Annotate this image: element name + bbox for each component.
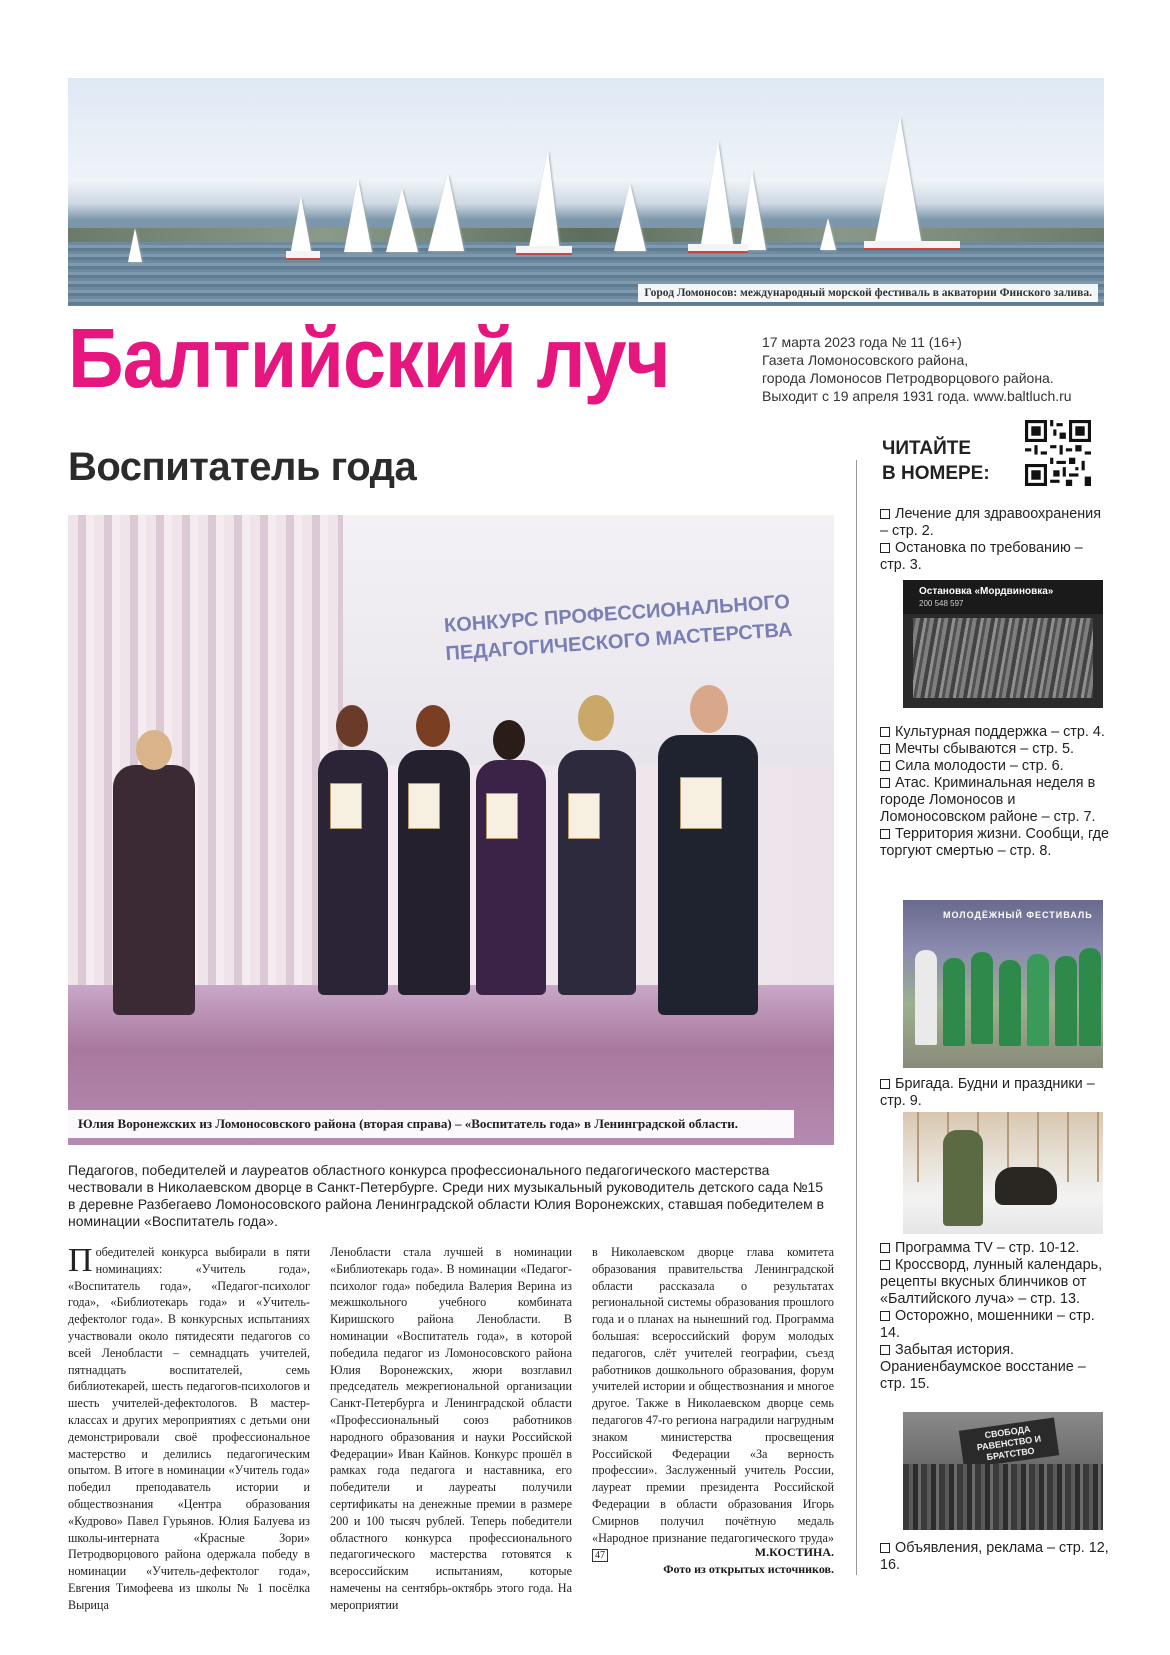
toc-item[interactable]: Бригада. Будни и праздники – стр. 9. [880,1076,1095,1109]
history-banner: СВОБОДА РАВЕНСТВО И БРАТСТВО [959,1418,1059,1469]
paper-description: Газета Ломоносовского района, [762,352,969,368]
sidebar-title [882,436,990,486]
boat-hull [516,246,572,255]
stage-curtain [68,515,343,985]
toc-group-3 [880,1076,1112,1110]
person [1079,948,1101,1046]
checkbox-icon [880,1345,890,1355]
checkbox-icon [880,509,890,519]
paper-description: города Ломоносов Петродворцового района. [762,370,1054,386]
person [1027,954,1049,1046]
dog [995,1167,1057,1205]
article-column-2 [330,1244,572,1614]
issue-info [762,333,1072,405]
checkbox-icon [880,829,890,839]
toc-item[interactable]: Лечение для здравоохранения – стр. 2. [880,506,1101,539]
end-mark: 47 [592,1549,608,1562]
article-headline: Воспитатель года [68,445,417,489]
honoree-head [336,705,368,747]
sailboat [428,173,464,251]
honoree-figure [558,750,636,995]
toc-item[interactable]: Остановка по требованию – стр. 3. [880,540,1083,573]
article-column-1 [68,1244,310,1614]
author: М.КОСТИНА. [754,1545,834,1559]
forest-view [913,618,1093,698]
checkbox-icon [880,744,890,754]
column-text: обедителей конкурса выбирали в пяти номинациях: «Учитель года», «Воспитатель года», «Педагог-психолог года», «Библиотекарь года» и «Учитель-дефектолог года». В конкурсных испытаниях участвовали около пятидесяти педагогов со всей Ленобласти – семнадцать учителей, пятнадцать воспитателей, семь библиотекарей, шесть педагогов-психологов и шесть учителей-дефектологов. В мастер-классах и других мероприятиях с детьми они демонстрировали своё профессиональное мастерство и делились педагогическим опытом. В итоге в номинации «Учитель года» победил преподаватель истории и обществознания «Центра образования «Кудрово» Павел Гурьянов. Юлия Балуева из школы-интерната «Красные Зори» Петродворцового района одержала победу в номинации «Учитель-дефектолог года», Евгения Тимофеева из школы № 1 посёлка Вырица [68,1245,310,1612]
toc-group-5 [880,1540,1112,1574]
sailboat [820,218,836,250]
checkbox-icon [880,543,890,553]
newspaper-title: Балтийский луч [68,311,670,405]
sailboat [740,170,766,250]
sidebar-photo-brigade [903,1112,1103,1234]
banner-photo [68,78,1104,306]
stop-sign-text: Остановка «Мордвиновка» [919,586,1054,597]
toc-item[interactable]: Объявления, реклама – стр. 12, 16. [880,1540,1109,1573]
sidebar-title-line: В НОМЕРЕ: [882,463,990,484]
toc-item[interactable]: Сила молодости – стр. 6. [880,758,1112,775]
honoree-head [416,705,450,747]
signature-block [592,1544,834,1578]
person [943,958,965,1046]
boat-hull [286,251,320,260]
article-column-3 [592,1244,834,1565]
sidebar-photo-history [903,1412,1103,1530]
stop-number: 200 548 597 [919,599,964,608]
toc-item[interactable]: Атас. Криминальная неделя в городе Ломоносов и Ломоносовском районе – стр. 7. [880,775,1096,825]
person [999,960,1021,1046]
presenter-head [136,730,172,770]
main-photo [68,515,834,1145]
sailboat [290,196,312,256]
sailboat [614,183,646,251]
checkbox-icon [880,1243,890,1253]
banner-shoreline [68,228,1104,242]
boat-hull [688,244,748,253]
checkbox-icon [880,727,890,737]
paper-description: Выходит с 19 апреля 1931 года. www.baltluch.ru [762,388,1072,404]
photo-caption: Юлия Воронежских из Ломоносовского района (вторая справа) – «Воспитатель года» в Ленинградской области. [68,1110,794,1138]
checkbox-icon [880,761,890,771]
toc-item[interactable]: Кроссворд, лунный календарь, рецепты вкусных блинчиков от «Балтийского луча» – стр. 13. [880,1257,1103,1307]
youth-banner: МОЛОДЁЖНЫЙ ФЕСТИВАЛЬ [943,910,1093,920]
toc-item[interactable]: Забытая история. Ораниенбаумское восстание – стр. 15. [880,1342,1086,1392]
diploma [568,793,600,839]
sailboat [874,116,922,246]
sidebar-photo-bus-stop [903,580,1103,708]
diploma [486,793,518,839]
toc-group-4 [880,1240,1112,1393]
checkbox-icon [880,1311,890,1321]
checkbox-icon [880,1260,890,1270]
toc-item[interactable]: Программа TV – стр. 10-12. [880,1240,1112,1257]
checkbox-icon [880,778,890,788]
stop-sign-panel [903,580,1103,614]
toc-item[interactable]: Осторожно, мошенники – стр. 14. [880,1308,1095,1341]
diploma [408,783,440,829]
sailboat [386,188,418,252]
person [1055,956,1077,1046]
toc-group-1 [880,506,1112,574]
diploma [330,783,362,829]
sailboat [528,150,560,252]
screen-text: КОНКУРС ПРОФЕССИОНАЛЬНОГО ПЕДАГОГИЧЕСКОГО МАСТЕРСТВА [443,590,794,666]
sidebar-photo-youth [903,900,1103,1068]
column-text: в Николаевском дворце глава комитета образования правительства Ленинградской области рассказала о результатах региональной системы образования прошлого года и о планах на нынешний год. Программа большая: всероссийский форум молодых педагогов, слёт учителей географии, съезд работников дошкольного образования, форум учителей истории и обществознания и многое другое. Также в Николаевском дворце семь педагогов 47-го региона наградили нагрудным знаком министерства просвещения Российской Федерации «За верность профессии». Заслуженный учитель России, лауреат премии президента Российской Федерации в области образования Игорь Смирнов получил почётную медаль «Народное признание педагогического труда» [592,1245,834,1545]
toc-item[interactable]: Культурная поддержка – стр. 4. [880,724,1112,741]
drop-cap: П [68,1242,93,1279]
honoree-head [493,720,525,760]
column-text: Ленобласти стала лучшей в номинации «Библиотекарь года». В номинации «Педагог-психолог года» победила Валерия Верина из межшкольного учебного комбината Киришского района Ленобласти. В номинации «Воспитатель года», в которой победила педагог из Ломоносовского района Юлия Воронежских, жюри возглавил председатель межрегиональной организации Санкт-Петербурга и Ленинградской области «Профессиональный союз работников народного образования и науки Российской Федерации» Иван Кайнов. Конкурс прошёл в рамках года педагога и наставника, его победители и лауреаты получили сертификаты на денежные премии в размере 200 и 100 тысяч рублей. Теперь победители областного конкурса профессионального педагогического мастерства готовятся к всероссийским испытаниям, которые намечены на сентябрь-октябрь этого года. На мероприятии [330,1245,572,1612]
honoree-head [690,685,728,733]
article-lead: Педагогов, победителей и лауреатов областного конкурса профессионального педагогического мастерства чествовали в Николаевском дворце в Санкт-Петербурге. Среди них музыкальный руководитель детского сада №15 в деревне Разбегаево Ломоносовского района Ленинградской области Юлия Воронежских, ставшая победителем в номинации «Воспитатель года». [68,1162,825,1229]
sidebar-title-line: ЧИТАЙТЕ [882,438,972,459]
person [971,952,993,1044]
column-divider [856,460,857,1575]
banner-caption: Город Ломоносов: международный морской фестиваль в акватории Финского залива. [638,284,1098,302]
sailboat [344,178,372,252]
soldier [943,1130,983,1226]
toc-group-2 [880,724,1112,860]
toc-item[interactable]: Территория жизни. Сообщи, где торгуют смертью – стр. 8. [880,826,1110,859]
sailboat [128,228,142,262]
presenter-figure [113,765,195,1015]
sailboat [700,140,734,250]
toc-item[interactable]: Мечты сбываются – стр. 5. [880,741,1112,758]
person [915,950,937,1045]
issue-line: 17 марта 2023 года № 11 (16+) [762,334,962,350]
checkbox-icon [880,1079,890,1089]
checkbox-icon [880,1543,890,1553]
qr-code-icon [1025,420,1091,486]
diploma [680,777,722,829]
boat-hull [864,241,960,250]
honoree-head [578,695,614,741]
photo-credit: Фото из открытых источников. [663,1562,834,1576]
crowd [903,1464,1103,1530]
